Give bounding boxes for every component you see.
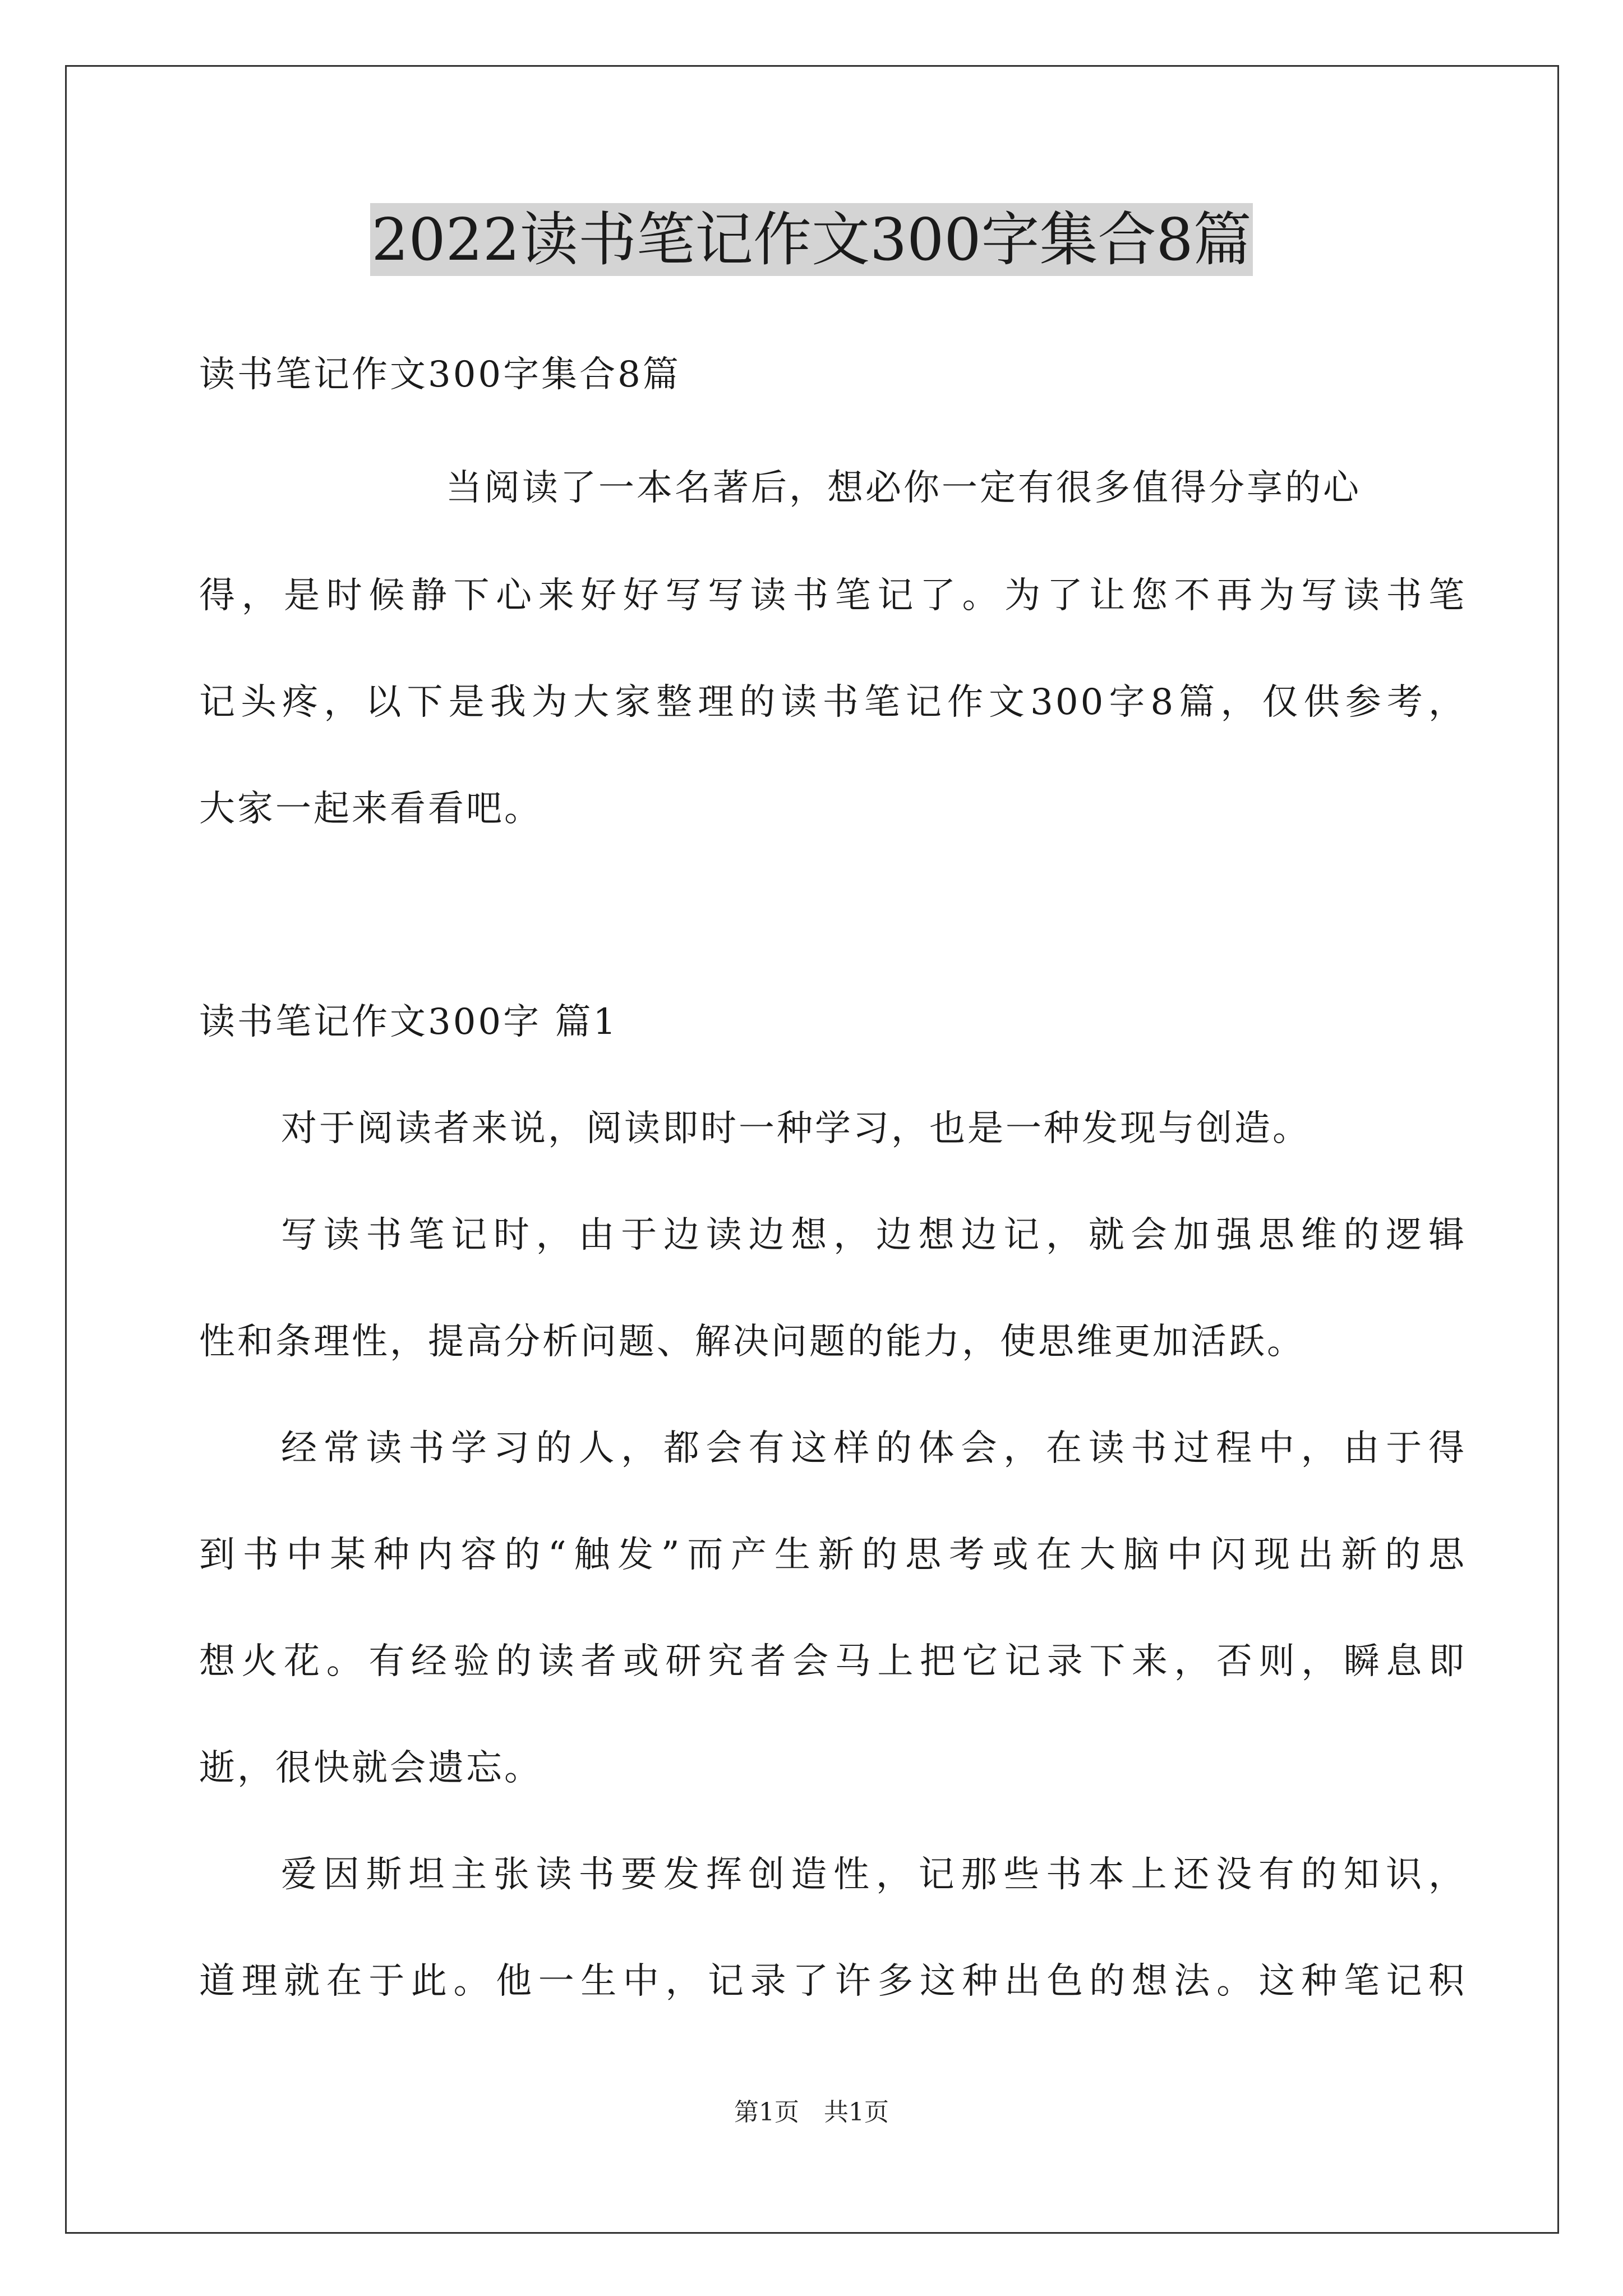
section-heading: 读书笔记作文300字 篇1 [199, 1001, 619, 1043]
paragraph-line: 逝，很快就会遗忘。 [199, 1747, 542, 1789]
title-container [0, 203, 1623, 276]
paragraph-line: 性和条理性，提高分析问题、解决问题的能力，使思维更加活跃。 [199, 1321, 1305, 1363]
paragraph-line: 经常读书学习的人，都会有这样的体会，在读书过程中，由于得 [281, 1428, 1467, 1469]
paragraph-line: 写读书笔记时，由于边读边想，边想边记，就会加强思维的逻辑 [281, 1214, 1467, 1256]
paragraph-line: 爱因斯坦主张读书要发挥创造性，记那些书本上还没有的知识， [281, 1854, 1467, 1895]
page-footer: 第1页 共1页 [734, 2098, 889, 2127]
intro-line: 当阅读了一本名著后，想必你一定有很多值得分享的心 [446, 467, 1361, 509]
paragraph-line: 道理就在于此。他一生中，记录了许多这种出色的想法。这种笔记积 [199, 1961, 1467, 2002]
paragraph-line: 到书中某种内容的“触发”而产生新的思考或在大脑中闪现出新的思 [199, 1534, 1467, 1576]
document-subtitle: 读书笔记作文300字集合8篇 [199, 354, 681, 395]
intro-line: 记头疼，以下是我为大家整理的读书笔记作文300字8篇，仅供参考， [199, 682, 1467, 723]
intro-line: 得，是时候静下心来好好写写读书笔记了。为了让您不再为写读书笔 [199, 575, 1467, 616]
paragraph-line: 想火花。有经验的读者或研究者会马上把它记录下来，否则，瞬息即 [199, 1641, 1467, 1682]
document-title: 2022读书笔记作文300字集合8篇 [370, 203, 1252, 276]
paragraph-line: 对于阅读者来说，阅读即时一种学习，也是一种发现与创造。 [281, 1108, 1311, 1149]
intro-line: 大家一起来看看吧。 [199, 788, 542, 830]
